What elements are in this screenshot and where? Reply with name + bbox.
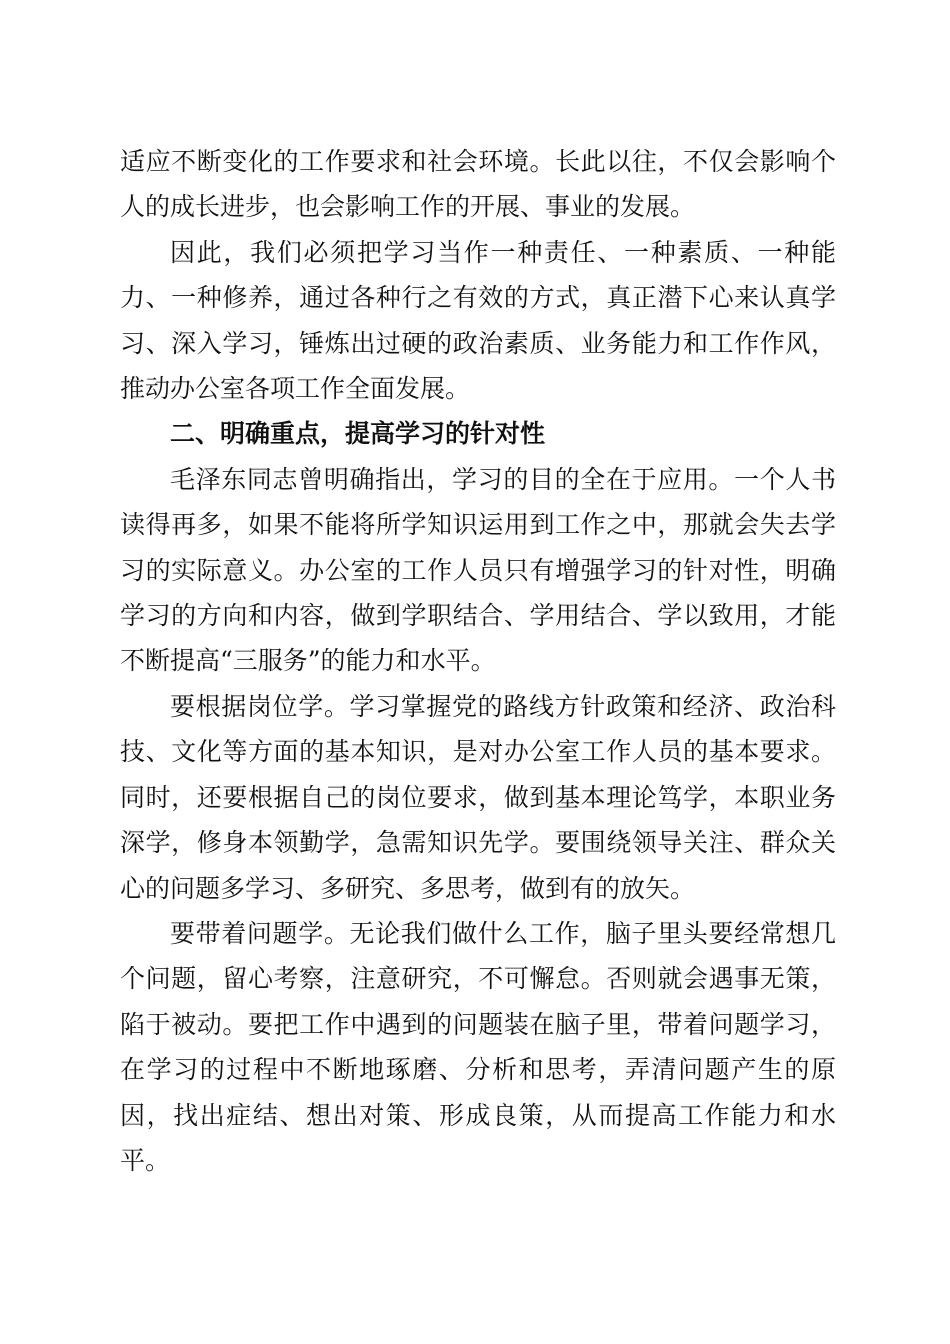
section-heading-2: 二、明确重点，提高学习的针对性: [170, 419, 546, 449]
document-body: [120, 139, 836, 1183]
paragraph-continuation: 适应不断变化的工作要求和社会环境。长此以往，不仅会影响个人的成长进步，也会影响工作的开展、事业的发展。: [120, 147, 836, 222]
paragraph-learning-responsibility: 因此，我们必须把学习当作一种责任、一种素质、一种能力、一种修养，通过各种行之有效的方式，真正潜下心来认真学习、深入学习，锤炼出过硬的政治素质、业务能力和工作作风，推动办公室各项工作全面发展。: [120, 237, 836, 404]
paragraph-learn-by-position: 要根据岗位学。学习掌握党的路线方针政策和经济、政治科技、文化等方面的基本知识，是对办公室工作人员的基本要求。同时，还要根据自己的岗位要求，做到基本理论笃学，本职业务深学，修身本领勤学，急需知识先学。要围绕领导关注、群众关心的问题多学习、多研究、多思考，做到有的放矢。: [120, 691, 836, 903]
paragraph-learn-with-problems: 要带着问题学。无论我们做什么工作，脑子里头要经常想几个问题，留心考察，注意研究，不可懈怠。否则就会遇事无策，陷于被动。要把工作中遇到的问题装在脑子里，带着问题学习，在学习的过程中不断地琢磨、分析和思考，弄清问题产生的原因，找出症结、想出对策、形成良策，从而提高工作能力和水平。: [120, 918, 836, 1175]
paragraph-mao-quote: 毛泽东同志曾明确指出，学习的目的全在于应用。一个人书读得再多，如果不能将所学知识运用到工作之中，那就会失去学习的实际意义。办公室的工作人员只有增强学习的针对性，明确学习的方向和内容，做到学职结合、学用结合、学以致用，才能不断提高“三服务”的能力和水平。: [120, 464, 836, 676]
